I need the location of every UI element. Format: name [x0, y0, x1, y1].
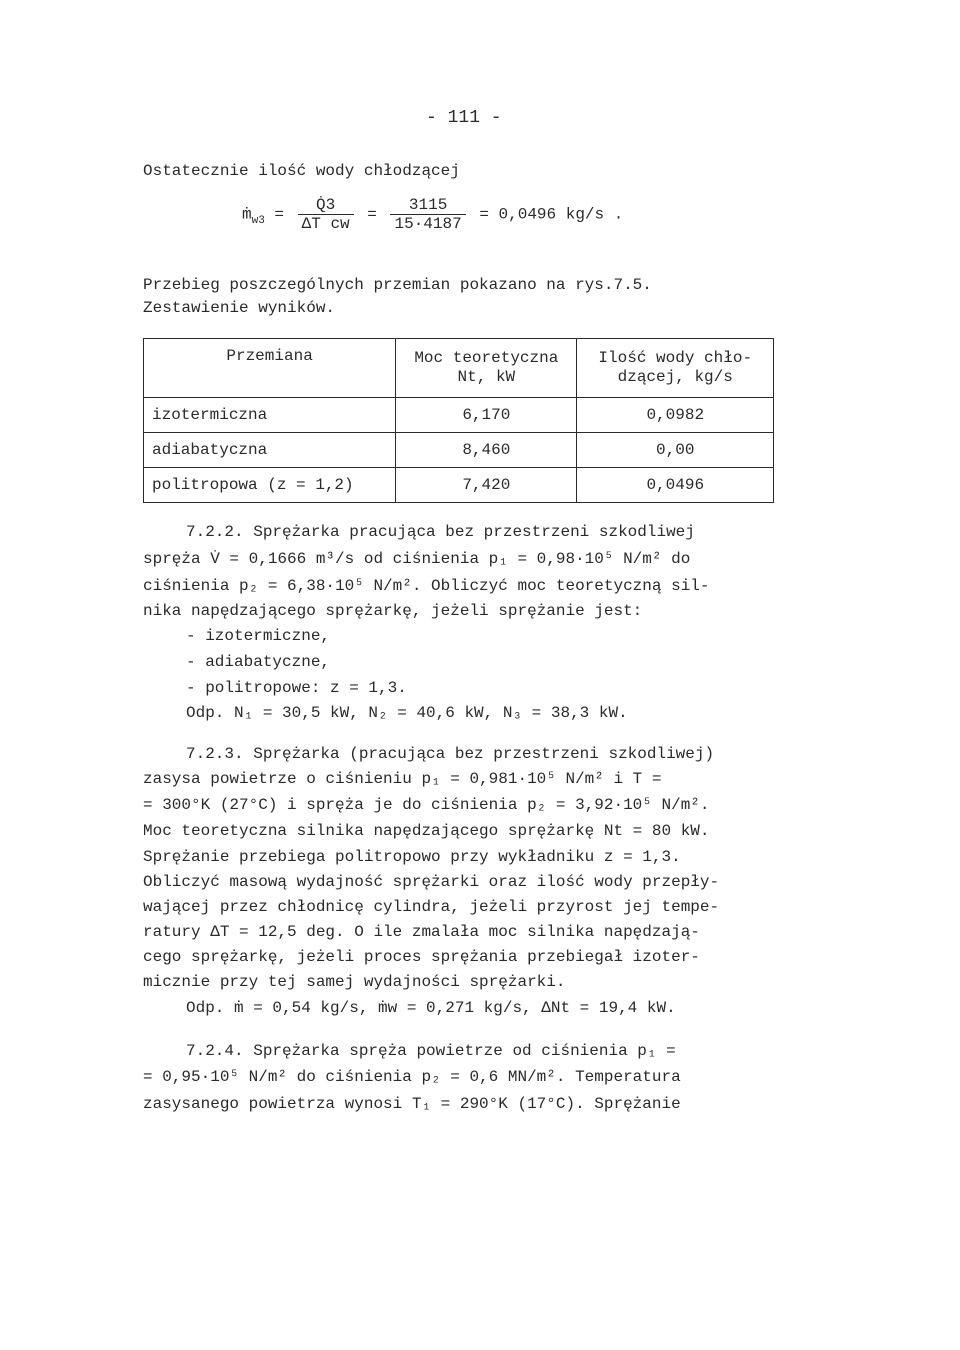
task-line: - adiabatyczne, — [186, 653, 331, 671]
task-line: Moc teoretyczna silnika napędzającego sprężarkę Nt = 80 kW. — [143, 822, 710, 840]
table-cell: 6,170 — [396, 398, 577, 433]
table-cell: politropowa (z = 1,2) — [144, 468, 396, 503]
header-col2-line2: Nt, kW — [457, 368, 516, 386]
task-line: ratury ΔT = 12,5 deg. O ile zmalała moc silnika napędzają- — [143, 923, 700, 941]
task-line: micznie przy tej samej wydajności sprężarki. — [143, 973, 566, 991]
task-line: Obliczyć masową wydajność sprężarki oraz ilość wody przepły- — [143, 873, 720, 891]
intro-line-1: Ostatecznie ilość wody chłodzącej — [143, 162, 460, 180]
task-line: wającej przez chłodnicę cylindra, jeżeli przyrost jej tempe- — [143, 898, 720, 916]
table-cell: izotermiczna — [144, 398, 396, 433]
table-cell: adiabatyczna — [144, 433, 396, 468]
header-col3-line1: Ilość wody chło- — [598, 349, 753, 367]
header-col1-line1: Przemiana — [226, 347, 313, 365]
intro-line-2: Przebieg poszczególnych przemian pokazano na rys.7.5. — [143, 276, 652, 294]
formula-eq-2: = — [367, 205, 377, 224]
table-row — [144, 468, 774, 503]
task-line: - izotermiczne, — [186, 627, 331, 645]
formula — [242, 196, 623, 233]
results-table — [143, 338, 774, 503]
task-line: - politropowe: z = 1,3. — [186, 679, 407, 697]
formula-denominator-1: ΔT cw — [301, 215, 350, 233]
table-cell: 8,460 — [396, 433, 577, 468]
table-row — [144, 433, 774, 468]
task-line: 7.2.3. Sprężarka (pracująca bez przestrzeni szkodliwej) — [186, 745, 715, 763]
formula-lhs-sub: w3 — [251, 214, 265, 227]
table-cell: 0,0496 — [577, 468, 774, 503]
header-col2-line1: Moc teoretyczna — [414, 349, 559, 367]
task-line: zasysanego powietrza wynosi T₁ = 290°K (17°C). Sprężanie — [143, 1095, 681, 1113]
intro-line-3: Zestawienie wyników. — [143, 299, 336, 317]
formula-denominator-2: 15·4187 — [394, 215, 462, 233]
task-line: = 0,95·10⁵ N/m² do ciśnienia p₂ = 0,6 MN/m². Temperatura — [143, 1068, 681, 1086]
formula-fraction-2 — [390, 196, 465, 233]
task-line: nika napędzającego sprężarkę, jeżeli sprężanie jest: — [143, 602, 643, 620]
formula-result: = 0,0496 kg/s . — [479, 205, 624, 224]
formula-lhs: ṁ — [242, 205, 252, 224]
task-line: ciśnienia p₂ = 6,38·10⁵ N/m². Obliczyć moc teoretyczną sil- — [143, 577, 710, 595]
task-line: 7.2.2. Sprężarka pracująca bez przestrzeni szkodliwej — [186, 523, 695, 541]
page-number: - 111 - — [426, 108, 502, 128]
header-col3-line2: dzącej, kg/s — [617, 368, 733, 386]
table-cell: 0,00 — [577, 433, 774, 468]
task-line: 7.2.4. Sprężarka spręża powietrze od ciśnienia p₁ = — [186, 1042, 676, 1060]
header-przemiana — [144, 339, 396, 398]
header-moc — [396, 339, 577, 398]
formula-numerator-2: 3115 — [390, 196, 465, 215]
table-cell: 7,420 — [396, 468, 577, 503]
header-ilosc-wody — [577, 339, 774, 398]
formula-eq-1: = — [274, 205, 285, 224]
task-line: cego sprężarkę, jeżeli proces sprężania przebiegał izoter- — [143, 948, 700, 966]
formula-numerator-1: Q̇3 — [298, 196, 354, 215]
task-line: Sprężanie przebiega politropowo przy wykładniku z = 1,3. — [143, 848, 681, 866]
task-answer: Odp. N₁ = 30,5 kW, N₂ = 40,6 kW, N₃ = 38,3 kW. — [186, 704, 628, 722]
task-line: spręża V̇ = 0,1666 m³/s od ciśnienia p₁ = 0,98·10⁵ N/m² do — [143, 550, 691, 568]
table-row — [144, 398, 774, 433]
table-cell: 0,0982 — [577, 398, 774, 433]
table-header-row — [144, 339, 774, 398]
task-line: zasysa powietrze o ciśnieniu p₁ = 0,981·10⁵ N/m² i T = — [143, 770, 662, 788]
task-line: = 300°K (27°C) i spręża je do ciśnienia p₂ = 3,92·10⁵ N/m². — [143, 796, 710, 814]
task-answer: Odp. ṁ = 0,54 kg/s, ṁw = 0,271 kg/s, ΔNt = 19,4 kW. — [186, 999, 676, 1017]
formula-fraction-1 — [298, 196, 354, 233]
